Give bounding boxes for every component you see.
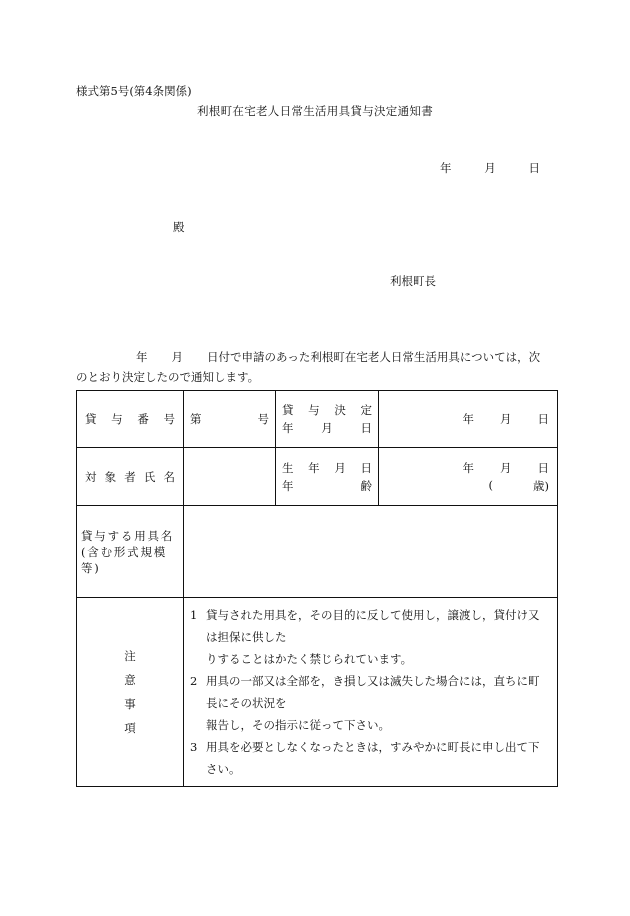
notes-head-char: 事 <box>124 697 136 711</box>
note-number: 1 <box>190 608 198 622</box>
tool-name-label <box>77 506 184 598</box>
issue-date <box>440 160 540 176</box>
decision-date-value-char: 年 <box>462 412 474 426</box>
age-value-char: ( <box>488 477 493 492</box>
birth-label-char: 月 <box>334 460 346 475</box>
decision-date-value-char: 月 <box>500 412 512 426</box>
loan-number-label <box>77 391 184 448</box>
notes-head-char: 注 <box>124 649 136 663</box>
birth-age-value <box>379 448 558 506</box>
decision-date-label-char: 定 <box>360 403 372 417</box>
issue-date-year: 年 <box>440 161 452 175</box>
subject-name-label-char: 象 <box>104 469 117 484</box>
document-title: 利根町在宅老人日常生活用具貸与決定通知書 <box>197 104 433 118</box>
birth-value-char: 日 <box>537 460 549 475</box>
recipient-suffix: 殿 <box>173 220 185 234</box>
subject-name-label-char: 氏 <box>143 469 156 484</box>
note-text-line: りすることはかたく禁じられています。 <box>206 652 413 666</box>
decision-date-label-char: 月 <box>321 421 333 435</box>
loan-number-value-char: 第 <box>190 412 202 426</box>
notice-text-2: のとおり決定したので通知します。 <box>76 370 260 384</box>
notice-paragraph <box>76 347 556 387</box>
decision-date-label-char: 日 <box>360 421 372 435</box>
loan-number-label-char: 番 <box>137 412 149 426</box>
note-item <box>190 736 549 780</box>
issue-date-month: 月 <box>484 161 496 175</box>
notes-head-char: 項 <box>124 721 136 735</box>
note-item <box>190 604 549 670</box>
age-label-char: 年 <box>282 478 294 493</box>
issuer-name: 利根町長 <box>390 274 436 288</box>
application-year: 年 <box>136 350 148 364</box>
decision-date-value <box>379 391 558 448</box>
decision-date-label-char: 決 <box>334 403 346 417</box>
tool-label-line: 等) <box>81 561 101 575</box>
birth-age-label <box>276 448 379 506</box>
loan-number-label-char: 号 <box>163 412 175 426</box>
notice-text-1: 日付で申請のあった利根町在宅老人日常生活用具については，次 <box>207 350 541 364</box>
subject-name-label-char: 名 <box>163 469 175 484</box>
loan-number-label-char: 貸 <box>85 412 97 426</box>
age-label-char: 齢 <box>360 478 372 493</box>
decision-date-label-char: 貸 <box>282 403 294 417</box>
decision-date-value-char: 日 <box>537 412 549 426</box>
notice-line-1 <box>76 347 556 367</box>
birth-label-char: 生 <box>282 460 294 475</box>
subject-name-label-char: 者 <box>124 469 136 484</box>
application-month: 月 <box>171 350 183 364</box>
notes-body <box>184 598 558 787</box>
note-number: 2 <box>190 674 198 688</box>
loan-decision-table <box>76 390 558 787</box>
loan-number-value <box>184 391 276 448</box>
birth-label-char: 日 <box>360 460 372 475</box>
subject-name-value <box>184 448 276 506</box>
subject-name-label <box>77 448 184 506</box>
birth-value-char: 年 <box>462 460 474 475</box>
tool-name-value <box>184 506 558 598</box>
note-text-line: 用具を必要としなくなったときは，すみやかに町長に申し出て下さい。 <box>206 740 540 776</box>
decision-date-label-char: 年 <box>282 421 294 435</box>
loan-number-label-char: 与 <box>111 412 123 426</box>
age-value-char: 歳) <box>533 478 549 493</box>
decision-date-label <box>276 391 379 448</box>
note-item <box>190 670 549 736</box>
birth-label-char: 年 <box>308 460 320 475</box>
birth-value-char: 月 <box>500 460 512 475</box>
notes-head <box>77 598 184 787</box>
form-number: 様式第5号(第4条関係) <box>76 84 192 98</box>
notes-head-char: 意 <box>124 673 136 687</box>
subject-name-label-char: 対 <box>85 469 97 484</box>
note-text-line: 貸与された用具を，その目的に反して使用し，譲渡し，貸付け又は担保に供した <box>206 608 540 644</box>
tool-label-line: 貸与する用具名 <box>81 529 175 543</box>
issue-date-day: 日 <box>528 161 540 175</box>
note-number: 3 <box>190 740 198 754</box>
tool-label-line: (含む形式規模 <box>81 545 168 559</box>
note-text-line: 報告し，その指示に従って下さい。 <box>206 718 390 732</box>
note-text-line: 用具の一部又は全部を，き損し又は滅失した場合には，直ちに町長にその状況を <box>206 674 540 710</box>
decision-date-label-char: 与 <box>308 403 320 417</box>
loan-number-value-char: 号 <box>257 412 269 426</box>
